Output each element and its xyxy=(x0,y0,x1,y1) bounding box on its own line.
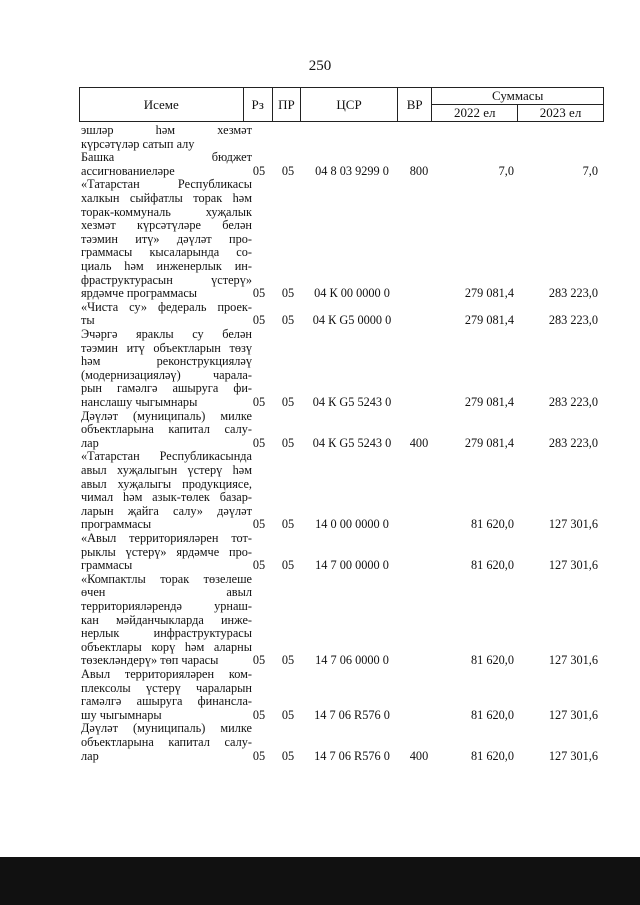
row-name-line: программасы xyxy=(81,518,152,532)
row-name-line: рын гамәлгә ашыруга фи- xyxy=(81,382,252,396)
row-name-line: хезмәт күрсәтүләре белән xyxy=(81,219,252,233)
row-name-line: объектларына капитал салу- xyxy=(81,423,252,437)
row-rz: 05 xyxy=(252,435,266,450)
row-name-line: плексолы үстерү чараларын xyxy=(81,681,252,695)
row-sum-2022: 81 620,0 xyxy=(470,748,514,763)
row-name-line: шу чыгымнары xyxy=(81,708,162,722)
row-sum-2022: 279 081,4 xyxy=(464,435,514,450)
row-name-line: Авыл территорияләрен ком- xyxy=(81,667,252,681)
row-vr: 400 xyxy=(409,748,429,763)
row-pr: 05 xyxy=(281,286,295,301)
row-sum-2023: 283 223,0 xyxy=(548,394,598,409)
row-name-line: «Чиста су» федераль проек- xyxy=(81,300,252,314)
row-csr: 04 8 03 9299 0 xyxy=(315,163,389,178)
row-name xyxy=(81,668,252,722)
row-name-line: «Компактлы торак төзелеше xyxy=(81,572,252,586)
row-rz: 05 xyxy=(252,163,266,178)
row-name-line: тәэмин итү» дәүләт про- xyxy=(81,232,252,246)
row-sum-2023: 7,0 xyxy=(582,163,598,178)
header-vr: ВР xyxy=(398,88,432,122)
row-sum-2023: 283 223,0 xyxy=(548,286,598,301)
row-name-line: лар xyxy=(81,749,99,763)
row-name-line: фраструктурасын үстерү» xyxy=(81,273,252,287)
row-sum-2023: 127 301,6 xyxy=(548,653,598,668)
row-name-line: граммасы xyxy=(81,559,133,573)
row-vr: 400 xyxy=(409,435,429,450)
row-name-line: тәэмин итү объектларын төзү xyxy=(81,341,252,355)
row-sum-2022: 81 620,0 xyxy=(470,558,514,573)
row-name xyxy=(81,410,252,451)
row-name-line: эшләр һәм хезмәт xyxy=(81,124,252,137)
row-rz: 05 xyxy=(252,394,266,409)
row-sum-2023: 283 223,0 xyxy=(548,435,598,450)
table-row xyxy=(0,573,640,668)
table-body xyxy=(0,124,640,763)
row-sum-2023: 283 223,0 xyxy=(548,313,598,328)
row-csr: 14 7 06 R576 0 xyxy=(314,707,390,722)
row-name-line: рыклы үстерү» ярдәмче про- xyxy=(81,545,252,559)
table-row xyxy=(0,328,640,410)
scan-bottom-bar xyxy=(0,857,640,905)
row-name-line: «Татарстан Республикасы xyxy=(81,178,252,192)
row-rz: 05 xyxy=(252,558,266,573)
row-name-line: авыл хуҗалыгын үстерү һәм xyxy=(81,463,252,477)
row-sum-2022: 279 081,4 xyxy=(464,394,514,409)
row-pr: 05 xyxy=(281,558,295,573)
row-csr: 04 К G5 5243 0 xyxy=(312,394,392,409)
row-pr: 05 xyxy=(281,313,295,328)
row-name xyxy=(81,450,252,532)
row-vr: 800 xyxy=(409,163,429,178)
header-csr: ЦСР xyxy=(301,88,398,122)
table-row xyxy=(0,151,640,178)
table-row xyxy=(0,301,640,328)
row-name-line: ларын җайга салу» дәүләт xyxy=(81,504,252,518)
row-rz: 05 xyxy=(252,707,266,722)
row-sum-2022: 81 620,0 xyxy=(470,707,514,722)
row-sum-2023: 127 301,6 xyxy=(548,517,598,532)
row-name xyxy=(81,532,252,573)
row-name-line: нанслашу чыгымнары xyxy=(81,395,198,409)
row-sum-2022: 81 620,0 xyxy=(470,517,514,532)
row-csr: 14 7 06 0000 0 xyxy=(315,653,389,668)
row-sum-2023: 127 301,6 xyxy=(548,748,598,763)
row-rz: 05 xyxy=(252,748,266,763)
header-rz: Рз xyxy=(243,88,272,122)
row-name xyxy=(81,573,252,668)
row-name-line: Дәүләт (муниципаль) милке xyxy=(81,409,252,423)
header-year-2023: 2023 ел xyxy=(518,105,604,122)
row-name-line: Эчәргә яраклы су белән xyxy=(81,327,252,341)
row-name-line: «Авыл территорияләрен тот- xyxy=(81,531,252,545)
row-sum-2022: 81 620,0 xyxy=(470,653,514,668)
row-name-line: ассигнованиеләре xyxy=(81,164,175,178)
row-pr: 05 xyxy=(281,517,295,532)
table-row xyxy=(0,722,640,763)
table-row xyxy=(0,532,640,573)
row-name xyxy=(81,124,252,151)
row-sum-2022: 279 081,4 xyxy=(464,313,514,328)
row-csr: 04 К G5 5243 0 xyxy=(312,435,392,450)
row-name-line: «Татарстан Республикасында xyxy=(81,450,252,464)
row-pr: 05 xyxy=(281,394,295,409)
row-sum-2022: 279 081,4 xyxy=(464,286,514,301)
row-pr: 05 xyxy=(281,748,295,763)
row-rz: 05 xyxy=(252,313,266,328)
row-rz: 05 xyxy=(252,517,266,532)
table-header xyxy=(79,87,604,122)
row-name-line: өчен авыл xyxy=(81,586,252,600)
table-row xyxy=(0,178,640,300)
table-row xyxy=(0,124,640,151)
row-pr: 05 xyxy=(281,707,295,722)
row-name-line: ярдәмче программасы xyxy=(81,287,198,301)
row-name-line: күрсәтүләр сатып алу xyxy=(81,137,195,151)
row-sum-2023: 127 301,6 xyxy=(548,707,598,722)
header-name: Исеме xyxy=(80,88,244,122)
row-name xyxy=(81,151,252,178)
row-name-line: гамәлгә ашыруга финансла- xyxy=(81,695,252,709)
row-name-line: лар xyxy=(81,436,99,450)
row-name xyxy=(81,328,252,410)
row-pr: 05 xyxy=(281,435,295,450)
row-name-line: объектлары корү һәм аларны xyxy=(81,640,252,654)
row-name-line: территорияләрендә урнаш- xyxy=(81,599,252,613)
row-name xyxy=(81,301,252,328)
header-pr: ПР xyxy=(272,88,300,122)
row-name-line: граммасы кысаларында со- xyxy=(81,246,252,260)
table-row xyxy=(0,410,640,451)
row-csr: 04 К G5 0000 0 xyxy=(312,313,392,328)
header-sums: Суммасы xyxy=(432,88,604,105)
table-row xyxy=(0,668,640,722)
row-rz: 05 xyxy=(252,286,266,301)
table-row xyxy=(0,450,640,532)
row-csr: 14 7 06 R576 0 xyxy=(314,748,390,763)
row-name-line: авыл хуҗалыгы продукциясе, xyxy=(81,477,252,491)
row-csr: 04 К 00 0000 0 xyxy=(314,286,390,301)
row-name-line: халкын сыйфатлы торак һәм xyxy=(81,191,252,205)
row-csr: 14 0 00 0000 0 xyxy=(315,517,389,532)
row-pr: 05 xyxy=(281,653,295,668)
row-name-line: Дәүләт (муниципаль) милке xyxy=(81,722,252,736)
row-name-line: ты xyxy=(81,314,95,328)
header-year-2022: 2022 ел xyxy=(432,105,518,122)
row-name xyxy=(81,722,252,763)
row-name-line: төзекләндерү» төп чарасы xyxy=(81,654,219,668)
row-sum-2023: 127 301,6 xyxy=(548,558,598,573)
row-name-line: чимал һәм азык-төлек базар- xyxy=(81,491,252,505)
row-rz: 05 xyxy=(252,653,266,668)
row-csr: 14 7 00 0000 0 xyxy=(315,558,389,573)
row-sum-2022: 7,0 xyxy=(498,163,514,178)
row-name-line: һәм реконструкцияләү xyxy=(81,355,252,369)
row-name-line: торак-коммуналь хуҗалык xyxy=(81,205,252,219)
row-name-line: (модернизацияләү) чарала- xyxy=(81,368,252,382)
page-number: 250 xyxy=(308,58,332,74)
row-name-line: Башка бюджет xyxy=(81,151,252,165)
row-pr: 05 xyxy=(281,163,295,178)
row-name-line: кан мәйданчыкларда инже- xyxy=(81,613,252,627)
row-name-line: объектларына капитал салу- xyxy=(81,735,252,749)
row-name-line: циаль һәм инженерлык ин- xyxy=(81,259,252,273)
row-name-line: нерлык инфраструктурасы xyxy=(81,627,252,641)
row-name xyxy=(81,178,252,300)
